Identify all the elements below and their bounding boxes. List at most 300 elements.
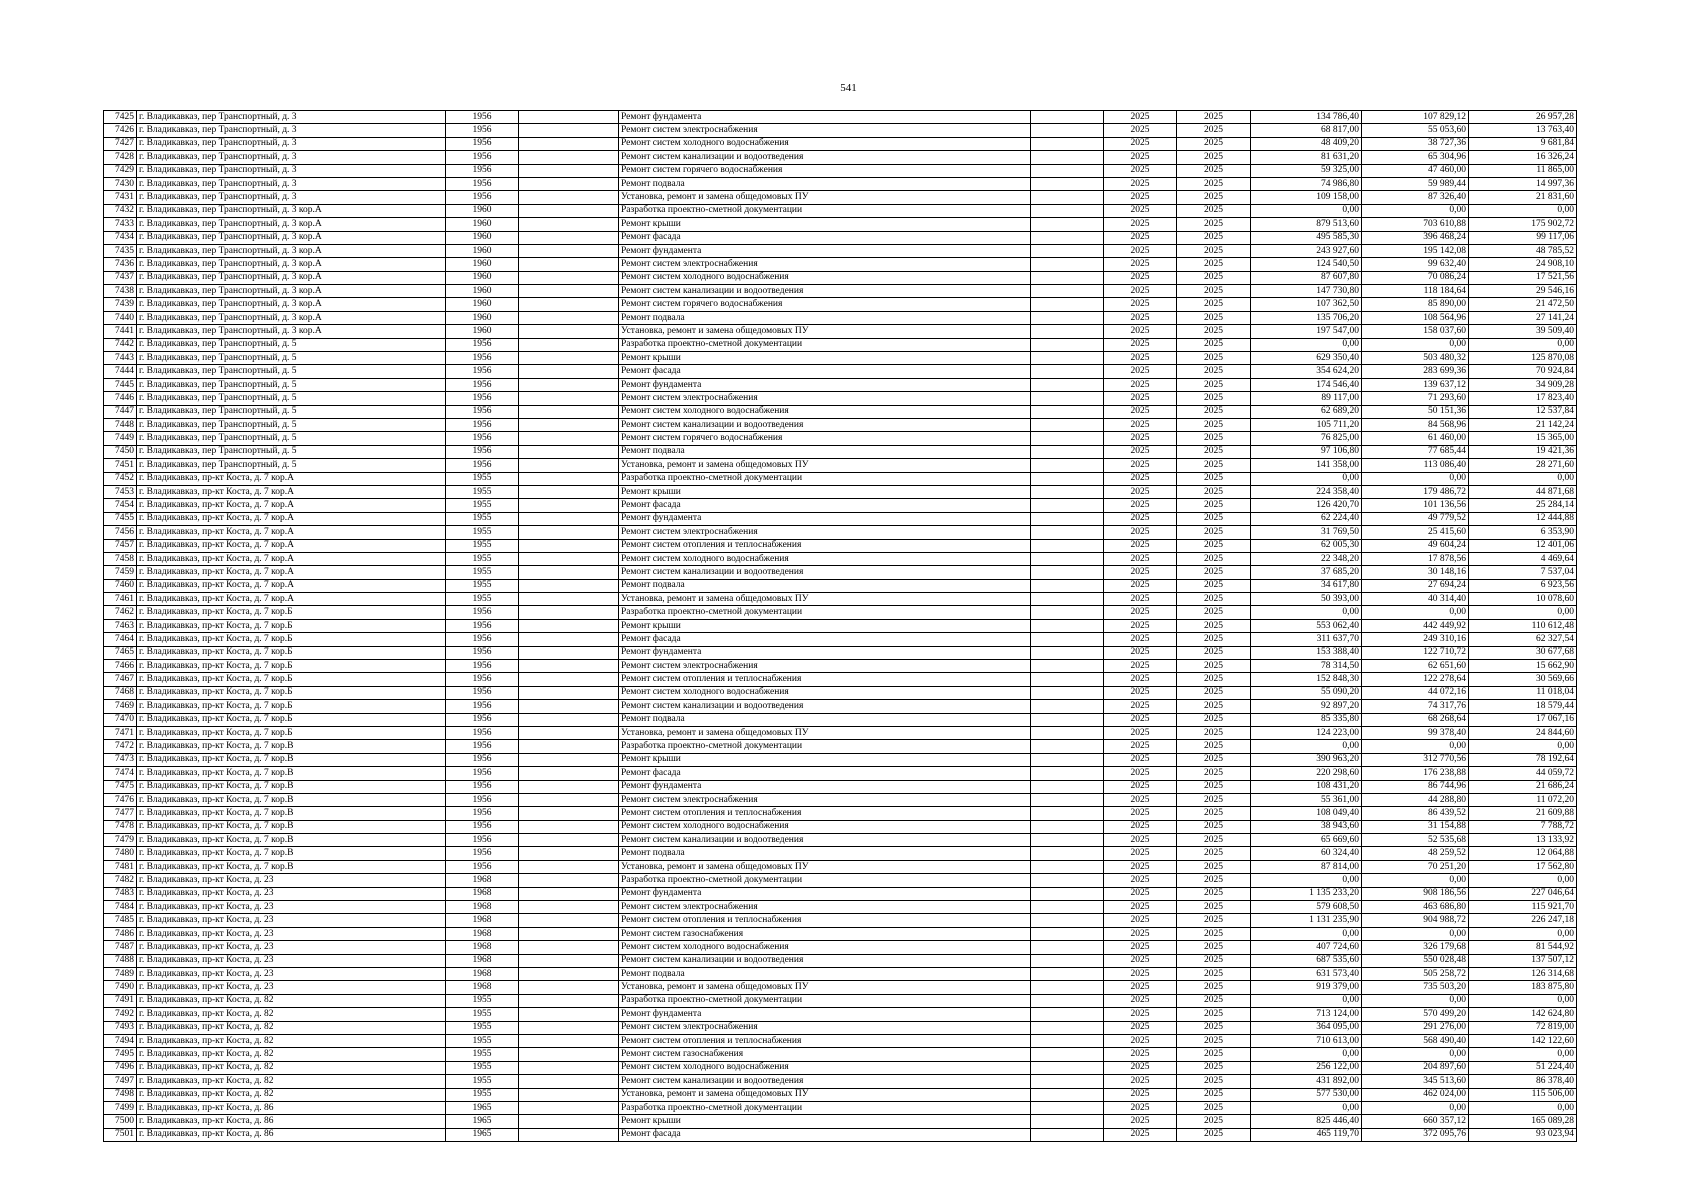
- table-row: [104, 204, 1577, 217]
- blank-cell: [1031, 285, 1104, 298]
- address-cell: г. Владикавказ, пер Транспортный, д. 3 кор.А: [137, 271, 446, 284]
- blank-cell: [1031, 767, 1104, 780]
- row-number: 7500: [104, 1115, 137, 1128]
- table-row: [104, 552, 1577, 565]
- start-year-cell: 2025: [1104, 700, 1177, 713]
- year-built-cell: 1956: [446, 418, 519, 431]
- total-cost-cell: 74 986,80: [1251, 177, 1362, 190]
- work-type-cell: Ремонт систем канализации и водоотведения: [619, 285, 1031, 298]
- total-cost-cell: 0,00: [1251, 740, 1362, 753]
- owner-share-cell: 0,00: [1469, 606, 1577, 619]
- owner-share-cell: 7 788,72: [1469, 820, 1577, 833]
- start-year-cell: 2025: [1104, 177, 1177, 190]
- total-cost-cell: 124 223,00: [1251, 726, 1362, 739]
- owner-share-cell: 99 117,06: [1469, 231, 1577, 244]
- table-row: [104, 579, 1577, 592]
- row-number: 7475: [104, 780, 137, 793]
- fund-share-cell: 70 251,20: [1362, 860, 1469, 873]
- blank-cell: [519, 740, 619, 753]
- blank-cell: [1031, 177, 1104, 190]
- end-year-cell: 2025: [1177, 512, 1251, 525]
- address-cell: г. Владикавказ, пр-кт Коста, д. 86: [137, 1128, 446, 1141]
- start-year-cell: 2025: [1104, 860, 1177, 873]
- owner-share-cell: 175 902,72: [1469, 218, 1577, 231]
- fund-share-cell: 44 072,16: [1362, 686, 1469, 699]
- table-row: [104, 124, 1577, 137]
- total-cost-cell: 152 848,30: [1251, 673, 1362, 686]
- blank-cell: [1031, 593, 1104, 606]
- fund-share-cell: 291 276,00: [1362, 1021, 1469, 1034]
- address-cell: г. Владикавказ, пер Транспортный, д. 3: [137, 151, 446, 164]
- year-built-cell: 1968: [446, 981, 519, 994]
- start-year-cell: 2025: [1104, 1088, 1177, 1101]
- work-type-cell: Ремонт подвала: [619, 445, 1031, 458]
- end-year-cell: 2025: [1177, 418, 1251, 431]
- owner-share-cell: 28 271,60: [1469, 459, 1577, 472]
- table-row: [104, 472, 1577, 485]
- blank-cell: [519, 700, 619, 713]
- blank-cell: [519, 713, 619, 726]
- year-built-cell: 1956: [446, 365, 519, 378]
- end-year-cell: 2025: [1177, 231, 1251, 244]
- total-cost-cell: 224 358,40: [1251, 485, 1362, 498]
- total-cost-cell: 0,00: [1251, 606, 1362, 619]
- total-cost-cell: 465 119,70: [1251, 1128, 1362, 1141]
- row-number: 7459: [104, 566, 137, 579]
- blank-cell: [519, 499, 619, 512]
- work-type-cell: Ремонт систем электроснабжения: [619, 392, 1031, 405]
- blank-cell: [519, 285, 619, 298]
- row-number: 7477: [104, 807, 137, 820]
- end-year-cell: 2025: [1177, 619, 1251, 632]
- end-year-cell: 2025: [1177, 352, 1251, 365]
- work-type-cell: Ремонт систем газоснабжения: [619, 1048, 1031, 1061]
- address-cell: г. Владикавказ, пр-кт Коста, д. 7 кор.Б: [137, 633, 446, 646]
- total-cost-cell: 153 388,40: [1251, 646, 1362, 659]
- year-built-cell: 1955: [446, 1034, 519, 1047]
- work-type-cell: Ремонт фасада: [619, 767, 1031, 780]
- owner-share-cell: 0,00: [1469, 874, 1577, 887]
- address-cell: г. Владикавказ, пер Транспортный, д. 3 кор.А: [137, 231, 446, 244]
- blank-cell: [1031, 646, 1104, 659]
- work-type-cell: Установка, ремонт и замена общедомовых ПУ: [619, 1088, 1031, 1101]
- owner-share-cell: 13 133,92: [1469, 834, 1577, 847]
- year-built-cell: 1965: [446, 1128, 519, 1141]
- total-cost-cell: 495 585,30: [1251, 231, 1362, 244]
- row-number: 7466: [104, 660, 137, 673]
- table-row: [104, 258, 1577, 271]
- table-row: [104, 499, 1577, 512]
- owner-share-cell: 14 997,36: [1469, 177, 1577, 190]
- row-number: 7494: [104, 1034, 137, 1047]
- table-row: [104, 793, 1577, 806]
- start-year-cell: 2025: [1104, 887, 1177, 900]
- table-row: [104, 633, 1577, 646]
- table-row: [104, 887, 1577, 900]
- address-cell: г. Владикавказ, пр-кт Коста, д. 7 кор.В: [137, 860, 446, 873]
- fund-share-cell: 62 651,60: [1362, 660, 1469, 673]
- owner-share-cell: 0,00: [1469, 740, 1577, 753]
- table-row: [104, 218, 1577, 231]
- total-cost-cell: 78 314,50: [1251, 660, 1362, 673]
- address-cell: г. Владикавказ, пр-кт Коста, д. 82: [137, 1034, 446, 1047]
- repair-schedule-table: [103, 110, 1577, 1142]
- table-row: [104, 392, 1577, 405]
- year-built-cell: 1955: [446, 1021, 519, 1034]
- row-number: 7436: [104, 258, 137, 271]
- owner-share-cell: 7 537,04: [1469, 566, 1577, 579]
- end-year-cell: 2025: [1177, 485, 1251, 498]
- start-year-cell: 2025: [1104, 418, 1177, 431]
- row-number: 7431: [104, 191, 137, 204]
- start-year-cell: 2025: [1104, 298, 1177, 311]
- address-cell: г. Владикавказ, пер Транспортный, д. 5: [137, 432, 446, 445]
- table-row: [104, 459, 1577, 472]
- fund-share-cell: 0,00: [1362, 606, 1469, 619]
- row-number: 7490: [104, 981, 137, 994]
- year-built-cell: 1956: [446, 807, 519, 820]
- total-cost-cell: 311 637,70: [1251, 633, 1362, 646]
- owner-share-cell: 226 247,18: [1469, 914, 1577, 927]
- total-cost-cell: 38 943,60: [1251, 820, 1362, 833]
- address-cell: г. Владикавказ, пр-кт Коста, д. 23: [137, 874, 446, 887]
- fund-share-cell: 71 293,60: [1362, 392, 1469, 405]
- year-built-cell: 1960: [446, 218, 519, 231]
- address-cell: г. Владикавказ, пр-кт Коста, д. 7 кор.В: [137, 807, 446, 820]
- start-year-cell: 2025: [1104, 1115, 1177, 1128]
- year-built-cell: 1956: [446, 352, 519, 365]
- blank-cell: [1031, 418, 1104, 431]
- start-year-cell: 2025: [1104, 137, 1177, 150]
- address-cell: г. Владикавказ, пер Транспортный, д. 5: [137, 405, 446, 418]
- address-cell: г. Владикавказ, пр-кт Коста, д. 7 кор.А: [137, 485, 446, 498]
- address-cell: г. Владикавказ, пр-кт Коста, д. 7 кор.А: [137, 566, 446, 579]
- address-cell: г. Владикавказ, пр-кт Коста, д. 7 кор.А: [137, 552, 446, 565]
- year-built-cell: 1965: [446, 1101, 519, 1114]
- work-type-cell: Ремонт систем отопления и теплоснабжения: [619, 673, 1031, 686]
- year-built-cell: 1965: [446, 1115, 519, 1128]
- start-year-cell: 2025: [1104, 325, 1177, 338]
- fund-share-cell: 550 028,48: [1362, 954, 1469, 967]
- start-year-cell: 2025: [1104, 914, 1177, 927]
- row-number: 7493: [104, 1021, 137, 1034]
- row-number: 7438: [104, 285, 137, 298]
- work-type-cell: Ремонт систем холодного водоснабжения: [619, 941, 1031, 954]
- start-year-cell: 2025: [1104, 767, 1177, 780]
- page-number: 541: [840, 82, 857, 94]
- work-type-cell: Ремонт систем электроснабжения: [619, 526, 1031, 539]
- start-year-cell: 2025: [1104, 1101, 1177, 1114]
- table-row: [104, 847, 1577, 860]
- work-type-cell: Ремонт подвала: [619, 968, 1031, 981]
- work-type-cell: Ремонт фундамента: [619, 780, 1031, 793]
- blank-cell: [1031, 124, 1104, 137]
- table-row: [104, 285, 1577, 298]
- table-row: [104, 954, 1577, 967]
- row-number: 7441: [104, 325, 137, 338]
- row-number: 7453: [104, 485, 137, 498]
- total-cost-cell: 687 535,60: [1251, 954, 1362, 967]
- start-year-cell: 2025: [1104, 1061, 1177, 1074]
- blank-cell: [1031, 1048, 1104, 1061]
- fund-share-cell: 570 499,20: [1362, 1008, 1469, 1021]
- work-type-cell: Установка, ремонт и замена общедомовых ПУ: [619, 191, 1031, 204]
- end-year-cell: 2025: [1177, 405, 1251, 418]
- blank-cell: [1031, 847, 1104, 860]
- table-row: [104, 539, 1577, 552]
- owner-share-cell: 93 023,94: [1469, 1128, 1577, 1141]
- table-row: [104, 713, 1577, 726]
- start-year-cell: 2025: [1104, 633, 1177, 646]
- year-built-cell: 1960: [446, 285, 519, 298]
- table-row: [104, 780, 1577, 793]
- start-year-cell: 2025: [1104, 740, 1177, 753]
- end-year-cell: 2025: [1177, 793, 1251, 806]
- owner-share-cell: 125 870,08: [1469, 352, 1577, 365]
- address-cell: г. Владикавказ, пр-кт Коста, д. 82: [137, 1061, 446, 1074]
- blank-cell: [519, 204, 619, 217]
- table-row: [104, 606, 1577, 619]
- blank-cell: [519, 994, 619, 1007]
- blank-cell: [519, 378, 619, 391]
- blank-cell: [1031, 914, 1104, 927]
- blank-cell: [1031, 218, 1104, 231]
- end-year-cell: 2025: [1177, 539, 1251, 552]
- start-year-cell: 2025: [1104, 472, 1177, 485]
- start-year-cell: 2025: [1104, 1008, 1177, 1021]
- row-number: 7446: [104, 392, 137, 405]
- blank-cell: [1031, 244, 1104, 257]
- total-cost-cell: 126 420,70: [1251, 499, 1362, 512]
- address-cell: г. Владикавказ, пер Транспортный, д. 3: [137, 111, 446, 124]
- blank-cell: [519, 244, 619, 257]
- work-type-cell: Ремонт систем электроснабжения: [619, 258, 1031, 271]
- row-number: 7485: [104, 914, 137, 927]
- address-cell: г. Владикавказ, пер Транспортный, д. 3: [137, 124, 446, 137]
- table-row: [104, 700, 1577, 713]
- table-row: [104, 1075, 1577, 1088]
- blank-cell: [1031, 994, 1104, 1007]
- owner-share-cell: 0,00: [1469, 338, 1577, 351]
- blank-cell: [519, 646, 619, 659]
- start-year-cell: 2025: [1104, 164, 1177, 177]
- blank-cell: [519, 874, 619, 887]
- blank-cell: [1031, 793, 1104, 806]
- row-number: 7456: [104, 526, 137, 539]
- fund-share-cell: 38 727,36: [1362, 137, 1469, 150]
- year-built-cell: 1960: [446, 298, 519, 311]
- table-row: [104, 660, 1577, 673]
- blank-cell: [519, 191, 619, 204]
- end-year-cell: 2025: [1177, 526, 1251, 539]
- year-built-cell: 1956: [446, 191, 519, 204]
- fund-share-cell: 568 490,40: [1362, 1034, 1469, 1047]
- blank-cell: [519, 793, 619, 806]
- year-built-cell: 1956: [446, 392, 519, 405]
- end-year-cell: 2025: [1177, 472, 1251, 485]
- table-row: [104, 311, 1577, 324]
- end-year-cell: 2025: [1177, 311, 1251, 324]
- year-built-cell: 1956: [446, 820, 519, 833]
- year-built-cell: 1956: [446, 124, 519, 137]
- row-number: 7489: [104, 968, 137, 981]
- end-year-cell: 2025: [1177, 499, 1251, 512]
- year-built-cell: 1956: [446, 740, 519, 753]
- fund-share-cell: 0,00: [1362, 927, 1469, 940]
- end-year-cell: 2025: [1177, 901, 1251, 914]
- start-year-cell: 2025: [1104, 552, 1177, 565]
- year-built-cell: 1968: [446, 954, 519, 967]
- blank-cell: [1031, 740, 1104, 753]
- end-year-cell: 2025: [1177, 258, 1251, 271]
- start-year-cell: 2025: [1104, 793, 1177, 806]
- end-year-cell: 2025: [1177, 968, 1251, 981]
- year-built-cell: 1956: [446, 753, 519, 766]
- blank-cell: [1031, 686, 1104, 699]
- address-cell: г. Владикавказ, пр-кт Коста, д. 7 кор.В: [137, 780, 446, 793]
- address-cell: г. Владикавказ, пр-кт Коста, д. 7 кор.Б: [137, 726, 446, 739]
- row-number: 7448: [104, 418, 137, 431]
- blank-cell: [519, 753, 619, 766]
- address-cell: г. Владикавказ, пр-кт Коста, д. 7 кор.В: [137, 740, 446, 753]
- work-type-cell: Разработка проектно-сметной документации: [619, 874, 1031, 887]
- owner-share-cell: 51 224,40: [1469, 1061, 1577, 1074]
- address-cell: г. Владикавказ, пр-кт Коста, д. 7 кор.А: [137, 526, 446, 539]
- work-type-cell: Установка, ремонт и замена общедомовых ПУ: [619, 459, 1031, 472]
- blank-cell: [1031, 753, 1104, 766]
- owner-share-cell: 137 507,12: [1469, 954, 1577, 967]
- row-number: 7433: [104, 218, 137, 231]
- end-year-cell: 2025: [1177, 1075, 1251, 1088]
- address-cell: г. Владикавказ, пер Транспортный, д. 3: [137, 191, 446, 204]
- blank-cell: [1031, 901, 1104, 914]
- year-built-cell: 1956: [446, 164, 519, 177]
- year-built-cell: 1968: [446, 968, 519, 981]
- address-cell: г. Владикавказ, пр-кт Коста, д. 7 кор.В: [137, 753, 446, 766]
- blank-cell: [1031, 700, 1104, 713]
- row-number: 7455: [104, 512, 137, 525]
- work-type-cell: Разработка проектно-сметной документации: [619, 994, 1031, 1007]
- year-built-cell: 1960: [446, 258, 519, 271]
- end-year-cell: 2025: [1177, 1115, 1251, 1128]
- blank-cell: [1031, 1008, 1104, 1021]
- address-cell: г. Владикавказ, пер Транспортный, д. 3 кор.А: [137, 298, 446, 311]
- start-year-cell: 2025: [1104, 673, 1177, 686]
- table-row: [104, 137, 1577, 150]
- fund-share-cell: 908 186,56: [1362, 887, 1469, 900]
- work-type-cell: Разработка проектно-сметной документации: [619, 1101, 1031, 1114]
- table-row: [104, 740, 1577, 753]
- fund-share-cell: 0,00: [1362, 1048, 1469, 1061]
- address-cell: г. Владикавказ, пр-кт Коста, д. 7 кор.А: [137, 579, 446, 592]
- blank-cell: [519, 1021, 619, 1034]
- row-number: 7501: [104, 1128, 137, 1141]
- address-cell: г. Владикавказ, пр-кт Коста, д. 7 кор.А: [137, 539, 446, 552]
- total-cost-cell: 0,00: [1251, 338, 1362, 351]
- total-cost-cell: 22 348,20: [1251, 552, 1362, 565]
- start-year-cell: 2025: [1104, 901, 1177, 914]
- year-built-cell: 1956: [446, 860, 519, 873]
- address-cell: г. Владикавказ, пр-кт Коста, д. 7 кор.А: [137, 499, 446, 512]
- total-cost-cell: 34 617,80: [1251, 579, 1362, 592]
- fund-share-cell: 99 378,40: [1362, 726, 1469, 739]
- blank-cell: [1031, 606, 1104, 619]
- blank-cell: [1031, 941, 1104, 954]
- owner-share-cell: 24 908,10: [1469, 258, 1577, 271]
- table-row: [104, 365, 1577, 378]
- row-number: 7447: [104, 405, 137, 418]
- owner-share-cell: 26 957,28: [1469, 111, 1577, 124]
- owner-share-cell: 18 579,44: [1469, 700, 1577, 713]
- address-cell: г. Владикавказ, пр-кт Коста, д. 23: [137, 968, 446, 981]
- owner-share-cell: 12 064,88: [1469, 847, 1577, 860]
- fund-share-cell: 0,00: [1362, 472, 1469, 485]
- total-cost-cell: 62 224,40: [1251, 512, 1362, 525]
- end-year-cell: 2025: [1177, 285, 1251, 298]
- owner-share-cell: 6 923,56: [1469, 579, 1577, 592]
- work-type-cell: Ремонт фасада: [619, 633, 1031, 646]
- row-number: 7470: [104, 713, 137, 726]
- row-number: 7434: [104, 231, 137, 244]
- owner-share-cell: 62 327,54: [1469, 633, 1577, 646]
- table-row: [104, 834, 1577, 847]
- end-year-cell: 2025: [1177, 204, 1251, 217]
- year-built-cell: 1956: [446, 767, 519, 780]
- blank-cell: [1031, 1101, 1104, 1114]
- row-number: 7496: [104, 1061, 137, 1074]
- table-row: [104, 901, 1577, 914]
- blank-cell: [519, 539, 619, 552]
- year-built-cell: 1956: [446, 151, 519, 164]
- year-built-cell: 1956: [446, 619, 519, 632]
- end-year-cell: 2025: [1177, 124, 1251, 137]
- start-year-cell: 2025: [1104, 526, 1177, 539]
- row-number: 7462: [104, 606, 137, 619]
- fund-share-cell: 179 486,72: [1362, 485, 1469, 498]
- owner-share-cell: 9 681,84: [1469, 137, 1577, 150]
- table-row: [104, 1088, 1577, 1101]
- owner-share-cell: 16 326,24: [1469, 151, 1577, 164]
- total-cost-cell: 55 090,20: [1251, 686, 1362, 699]
- end-year-cell: 2025: [1177, 378, 1251, 391]
- owner-share-cell: 142 122,60: [1469, 1034, 1577, 1047]
- owner-share-cell: 17 067,16: [1469, 713, 1577, 726]
- work-type-cell: Ремонт подвала: [619, 713, 1031, 726]
- fund-share-cell: 65 304,96: [1362, 151, 1469, 164]
- row-number: 7491: [104, 994, 137, 1007]
- year-built-cell: 1968: [446, 914, 519, 927]
- table-row: [104, 1021, 1577, 1034]
- blank-cell: [519, 981, 619, 994]
- address-cell: г. Владикавказ, пр-кт Коста, д. 7 кор.Б: [137, 660, 446, 673]
- row-number: 7463: [104, 619, 137, 632]
- year-built-cell: 1955: [446, 566, 519, 579]
- end-year-cell: 2025: [1177, 820, 1251, 833]
- end-year-cell: 2025: [1177, 325, 1251, 338]
- start-year-cell: 2025: [1104, 713, 1177, 726]
- start-year-cell: 2025: [1104, 124, 1177, 137]
- year-built-cell: 1956: [446, 432, 519, 445]
- work-type-cell: Ремонт систем отопления и теплоснабжения: [619, 1034, 1031, 1047]
- blank-cell: [1031, 459, 1104, 472]
- start-year-cell: 2025: [1104, 726, 1177, 739]
- total-cost-cell: 62 005,30: [1251, 539, 1362, 552]
- work-type-cell: Установка, ремонт и замена общедомовых ПУ: [619, 325, 1031, 338]
- start-year-cell: 2025: [1104, 378, 1177, 391]
- blank-cell: [519, 365, 619, 378]
- year-built-cell: 1968: [446, 901, 519, 914]
- total-cost-cell: 109 158,00: [1251, 191, 1362, 204]
